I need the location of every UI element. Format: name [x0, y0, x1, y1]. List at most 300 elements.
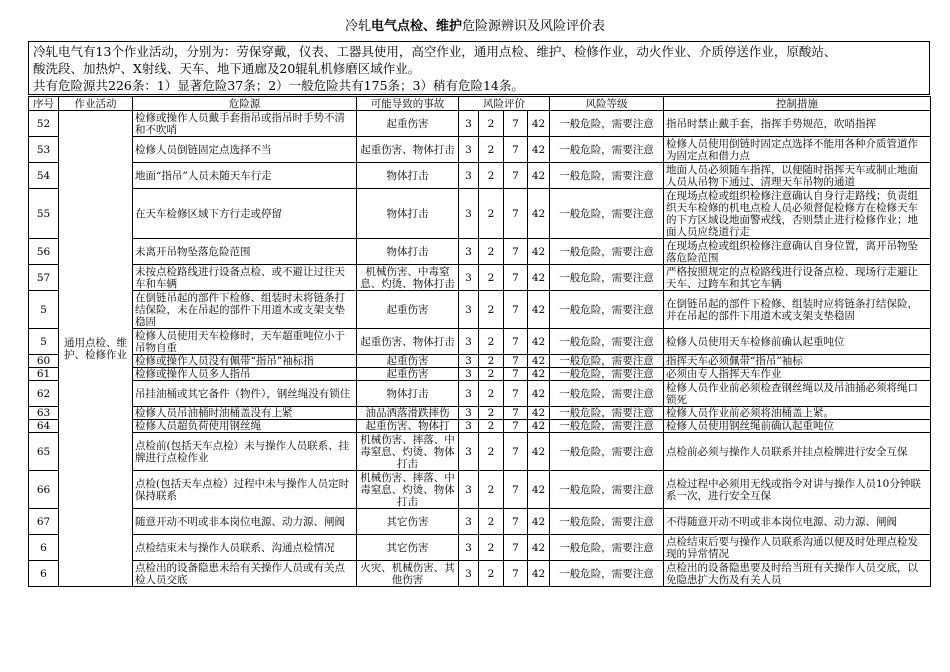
cell-l [459, 509, 479, 535]
cell-accident [357, 111, 459, 137]
cell-measure [664, 137, 931, 163]
cell-d-text: 42 [531, 143, 546, 156]
cell-hazard [133, 381, 357, 407]
header-risk-eval: 风险评价 [459, 97, 550, 111]
cell-measure-text: 必须由专人指挥天车作业 [666, 368, 782, 380]
header-measure: 控制措施 [664, 97, 931, 111]
cell-no [29, 509, 59, 535]
cell-measure [664, 239, 931, 265]
cell-d [528, 329, 550, 355]
cell-l-text: 3 [465, 355, 472, 367]
cell-l-text: 3 [465, 335, 472, 348]
cell-d-text: 42 [531, 368, 546, 380]
cell-e-text: 2 [487, 541, 495, 554]
cell-no-text: 53 [36, 143, 51, 156]
cell-d-text: 42 [531, 483, 546, 496]
cell-level [550, 189, 664, 239]
cell-hazard [133, 509, 357, 535]
cell-l-text: 3 [465, 483, 472, 496]
cell-e-text: 2 [487, 387, 495, 400]
cell-accident-text: 物体打击 [386, 387, 429, 400]
cell-level [550, 137, 664, 163]
cell-c-text: 7 [512, 117, 519, 130]
cell-hazard [133, 239, 357, 265]
cell-no-text: 67 [36, 515, 51, 528]
cell-no [29, 329, 59, 355]
cell-no-text: 60 [36, 355, 51, 367]
cell-hazard [133, 137, 357, 163]
cell-no-text: 57 [36, 271, 51, 284]
table-row [29, 509, 931, 535]
cell-c-text: 7 [512, 355, 519, 367]
cell-measure [664, 509, 931, 535]
cell-c-text: 7 [512, 143, 519, 156]
cell-level [550, 111, 664, 137]
cell-l-text: 3 [465, 368, 472, 380]
cell-e-text: 2 [487, 355, 495, 367]
cell-measure-text: 点检结束后要与操作人员联系沟通以便及时处理点检发现的异常情况 [666, 535, 918, 560]
cell-e [479, 433, 504, 471]
cell-e-text: 2 [487, 207, 495, 220]
cell-e-text: 2 [487, 169, 495, 182]
cell-d-text: 42 [531, 355, 546, 367]
cell-hazard-text: 吊挂油桶或其它备件（物件），钢丝绳没有锁住 [135, 387, 351, 400]
cell-hazard [133, 535, 357, 561]
cell-hazard [133, 368, 357, 381]
cell-d [528, 368, 550, 381]
cell-accident [357, 239, 459, 265]
cell-d [528, 420, 550, 433]
cell-l [459, 535, 479, 561]
cell-e [479, 291, 504, 329]
cell-d-text: 42 [531, 207, 546, 220]
cell-accident-text: 其它伤害 [386, 541, 429, 554]
cell-level [550, 368, 664, 381]
cell-e-text: 2 [487, 567, 495, 580]
cell-d [528, 471, 550, 509]
cell-measure-text: 在现场点检或组织检修注意确认自身行走路线；负责组织天车检修的机电点检人员必须督促检修方在检修天车的下方区域设地面警戒线，否则禁止进行检修作业；地面人员应绕道行走 [666, 189, 918, 238]
cell-l-text: 3 [465, 407, 472, 419]
cell-l-text: 3 [465, 515, 472, 528]
cell-l [459, 368, 479, 381]
cell-accident [357, 420, 459, 433]
cell-e [479, 561, 504, 587]
cell-level [550, 420, 664, 433]
cell-d [528, 291, 550, 329]
cell-c-text: 7 [512, 335, 519, 348]
cell-d-text: 42 [531, 567, 546, 580]
cell-hazard-text: 未离开吊物坠落危险范围 [135, 245, 251, 258]
cell-c-text: 7 [512, 407, 519, 419]
cell-accident-text: 起重伤害、物体打击 [360, 335, 455, 348]
page-title [0, 15, 950, 34]
cell-c-text: 7 [512, 169, 519, 182]
cell-c [504, 239, 528, 265]
cell-hazard-text: 点检出的设备隐患未给有关操作人员或有关点检人员交底 [135, 561, 345, 586]
cell-measure-text: 在倒链吊起的部件下检修、组装时应将链条打结保险，并在吊起的部件下用道木或支架支垫稳固 [666, 297, 918, 322]
header-accident: 可能导致的事故 [357, 97, 459, 111]
table-row [29, 471, 931, 509]
cell-c-text: 7 [512, 483, 519, 496]
cell-measure-text: 地面人员必须随车指挥，以便随时指挥天车或制止地面人员从吊物下通过、清理天车吊物的通道 [666, 163, 918, 188]
cell-c [504, 420, 528, 433]
cell-hazard [133, 163, 357, 189]
cell-l [459, 291, 479, 329]
cell-c [504, 407, 528, 420]
table-row [29, 561, 931, 587]
cell-level [550, 265, 664, 291]
table-row [29, 420, 931, 433]
cell-accident-text: 起重伤害、物体打击 [360, 143, 455, 156]
cell-accident [357, 381, 459, 407]
cell-level-text: 一般危险，需要注意 [559, 207, 654, 220]
cell-no-text: 65 [36, 445, 51, 458]
cell-measure-text: 检修人员使用倒链时固定点选择不能用各种介质管道作为固定点和借力点 [666, 137, 918, 162]
cell-e-text: 2 [487, 368, 495, 380]
cell-measure-text: 检修人员使用天车检修前确认起重吨位 [666, 335, 845, 348]
cell-l [459, 329, 479, 355]
cell-d [528, 535, 550, 561]
cell-l-text: 3 [465, 303, 472, 316]
cell-level-text: 一般危险，需要注意 [559, 355, 654, 367]
cell-measure [664, 163, 931, 189]
cell-hazard [133, 420, 357, 433]
cell-accident [357, 329, 459, 355]
table-row [29, 239, 931, 265]
cell-accident [357, 407, 459, 420]
cell-level [550, 239, 664, 265]
cell-c-text: 7 [512, 541, 519, 554]
cell-d [528, 407, 550, 420]
cell-c-text: 7 [512, 420, 519, 432]
cell-e [479, 381, 504, 407]
cell-measure [664, 407, 931, 420]
cell-measure-text: 点检出的设备隐患要及时给当班有关操作人员交底，以免隐患扩大伤及有关人员 [666, 561, 918, 586]
header-row [29, 97, 931, 111]
cell-level-text: 一般危险，需要注意 [559, 567, 654, 580]
cell-c-text: 7 [512, 445, 519, 458]
cell-e [479, 368, 504, 381]
cell-e [479, 509, 504, 535]
cell-l-text: 3 [465, 420, 472, 432]
cell-hazard-text: 在倒链吊起的部件下检修、组装时未将链条打结保险，未在吊起的部件下用道木或支架支垫稳固 [135, 291, 345, 328]
cell-no [29, 407, 59, 420]
cell-hazard-text: 检修人员使用天车检修时，天车超重吨位小于吊物自重 [135, 329, 345, 354]
summary-box [28, 41, 930, 95]
cell-l-text: 3 [465, 541, 472, 554]
cell-hazard [133, 265, 357, 291]
cell-no-text: 61 [36, 368, 51, 380]
cell-e [479, 239, 504, 265]
cell-d [528, 509, 550, 535]
cell-level-text: 一般危险，需要注意 [559, 368, 654, 380]
cell-e [479, 111, 504, 137]
cell-level-text: 一般危险，需要注意 [559, 483, 654, 496]
cell-l [459, 137, 479, 163]
cell-level [550, 433, 664, 471]
cell-measure [664, 355, 931, 368]
cell-d [528, 137, 550, 163]
cell-measure [664, 265, 931, 291]
cell-accident-text: 其它伤害 [386, 515, 429, 528]
cell-accident [357, 291, 459, 329]
cell-hazard-text: 检修或操作人员戴手套指吊或指吊时手势不清和不吹哨 [135, 111, 345, 136]
cell-measure [664, 471, 931, 509]
cell-accident-text: 火灾、机械伤害、其他伤害 [360, 561, 455, 586]
cell-c-text: 7 [512, 515, 519, 528]
cell-c-text: 7 [512, 245, 519, 258]
cell-c [504, 368, 528, 381]
cell-measure-text: 不得随意开动不明或非本岗位电源、动力源、闸阀 [666, 515, 897, 528]
table-row [29, 433, 931, 471]
cell-l-text: 3 [465, 245, 472, 258]
cell-level-text: 一般危险，需要注意 [559, 387, 654, 400]
cell-e [479, 355, 504, 368]
cell-d [528, 381, 550, 407]
table-row [29, 265, 931, 291]
cell-c [504, 163, 528, 189]
cell-e-text: 2 [487, 420, 495, 432]
table-row [29, 381, 931, 407]
cell-measure [664, 291, 931, 329]
cell-l [459, 355, 479, 368]
cell-level-text: 一般危险，需要注意 [559, 245, 654, 258]
cell-accident-text: 物体打击 [386, 245, 429, 258]
cell-level-text: 一般危险，需要注意 [559, 420, 654, 432]
cell-no [29, 265, 59, 291]
cell-c-text: 7 [512, 387, 519, 400]
header-activity: 作业活动 [59, 97, 133, 111]
cell-d-text: 42 [531, 335, 546, 348]
cell-c [504, 433, 528, 471]
cell-level [550, 561, 664, 587]
cell-hazard [133, 355, 357, 368]
cell-l [459, 561, 479, 587]
cell-no-text: 56 [36, 245, 51, 258]
header-risk-level: 风险等级 [550, 97, 664, 111]
cell-level [550, 535, 664, 561]
table-row [29, 291, 931, 329]
cell-accident-text: 机械伤害、中毒窒息、灼烫、物体打击 [360, 265, 455, 290]
cell-l [459, 420, 479, 433]
cell-no-text: 62 [36, 387, 51, 400]
cell-hazard-text: 检修或操作人员没有佩带“指吊”袖标指 [135, 355, 314, 367]
cell-accident [357, 189, 459, 239]
cell-hazard-text: 在天车检修区域下方行走或停留 [135, 207, 282, 220]
cell-no-text: 5 [40, 303, 47, 316]
cell-no [29, 433, 59, 471]
cell-level [550, 407, 664, 420]
cell-d [528, 355, 550, 368]
cell-d [528, 265, 550, 291]
cell-c-text: 7 [512, 207, 519, 220]
cell-measure [664, 561, 931, 587]
cell-c-text: 7 [512, 303, 519, 316]
cell-l [459, 471, 479, 509]
cell-no-text: 66 [36, 483, 51, 496]
cell-hazard-text: 检修人员倒链固定点选择不当 [135, 143, 272, 156]
cell-measure-text: 严格按照规定的点检路线进行设备点检、现场行走避让天车、过跨车和其它车辆 [666, 265, 918, 290]
table-row [29, 407, 931, 420]
cell-level [550, 329, 664, 355]
cell-d-text: 42 [531, 245, 546, 258]
cell-level-text: 一般危险，需要注意 [559, 143, 654, 156]
cell-no [29, 381, 59, 407]
cell-d-text: 42 [531, 515, 546, 528]
table-row [29, 535, 931, 561]
cell-c-text: 7 [512, 368, 519, 380]
cell-measure-text: 检修人员作业前必须将油桶盖上紧。 [666, 407, 834, 419]
cell-d-text: 42 [531, 407, 546, 419]
cell-c [504, 265, 528, 291]
cell-l-text: 3 [465, 567, 472, 580]
cell-measure [664, 420, 931, 433]
table-row [29, 189, 931, 239]
cell-l [459, 239, 479, 265]
cell-l-text: 3 [465, 143, 472, 156]
cell-d [528, 189, 550, 239]
title-part-3: 危险源辨识及风险评价表 [462, 19, 606, 34]
cell-c [504, 291, 528, 329]
cell-accident [357, 471, 459, 509]
cell-hazard [133, 291, 357, 329]
cell-level-text: 一般危险，需要注意 [559, 407, 654, 419]
cell-d-text: 42 [531, 271, 546, 284]
cell-measure [664, 535, 931, 561]
cell-no [29, 561, 59, 587]
cell-accident [357, 163, 459, 189]
cell-c-text: 7 [512, 271, 519, 284]
cell-c [504, 509, 528, 535]
cell-no [29, 368, 59, 381]
cell-level-text: 一般危险，需要注意 [559, 541, 654, 554]
cell-d-text: 42 [531, 420, 546, 432]
cell-l-text: 3 [465, 207, 472, 220]
cell-hazard-text: 地面“指吊”人员未随天车行走 [135, 169, 272, 182]
cell-no-text: 6 [40, 541, 47, 554]
cell-accident-text: 起重伤害 [386, 117, 429, 130]
cell-accident-text: 机械伤害、摔落、中毒窒息、灼烫、物体打击 [360, 433, 455, 470]
cell-e-text: 2 [487, 117, 495, 130]
cell-hazard [133, 329, 357, 355]
cell-c [504, 535, 528, 561]
cell-accident [357, 137, 459, 163]
cell-accident [357, 535, 459, 561]
cell-hazard-text: 未按点检路线进行设备点检、或不避让过往天车和车辆 [135, 265, 345, 290]
cell-measure-text: 检修人员使用钢丝绳前确认起重吨位 [666, 420, 834, 432]
cell-hazard-text: 随意开动不明或非本岗位电源、动力源、闸阀 [135, 515, 345, 528]
cell-hazard [133, 471, 357, 509]
cell-c [504, 189, 528, 239]
cell-e [479, 163, 504, 189]
header-no: 序号 [29, 97, 59, 111]
cell-hazard-text: 点检结束未与操作人员联系、沟通点检情况 [135, 541, 335, 554]
cell-c [504, 471, 528, 509]
cell-measure-text: 指挥天车必须佩带“指吊”袖标 [666, 355, 803, 367]
cell-l [459, 163, 479, 189]
cell-l-text: 3 [465, 387, 472, 400]
risk-table [28, 96, 931, 587]
cell-c [504, 111, 528, 137]
cell-hazard [133, 407, 357, 420]
cell-l [459, 433, 479, 471]
cell-level-text: 一般危险，需要注意 [559, 117, 654, 130]
cell-no [29, 535, 59, 561]
cell-accident-text: 起重伤害 [386, 368, 429, 380]
table-row [29, 368, 931, 381]
header-hazard: 危险源 [133, 97, 357, 111]
cell-accident [357, 509, 459, 535]
cell-d [528, 111, 550, 137]
cell-level-text: 一般危险，需要注意 [559, 515, 654, 528]
cell-no [29, 355, 59, 368]
cell-e-text: 2 [487, 483, 495, 496]
cell-level-text: 一般危险，需要注意 [559, 303, 654, 316]
cell-e [479, 329, 504, 355]
cell-no-text: 63 [36, 407, 51, 419]
cell-d-text: 42 [531, 117, 546, 130]
cell-no-text: 54 [36, 169, 51, 182]
cell-l [459, 111, 479, 137]
cell-measure-text: 在现场点检或组织检修注意确认自身位置，离开吊物坠落危险范围 [666, 239, 918, 264]
cell-l-text: 3 [465, 445, 472, 458]
cell-d [528, 433, 550, 471]
cell-l [459, 407, 479, 420]
cell-hazard [133, 433, 357, 471]
summary-line-3: 共有危险源共226条：1）显著危险37条；2）一般危险共有175条；3）稍有危险14条。 [33, 78, 524, 93]
cell-measure [664, 381, 931, 407]
cell-level [550, 355, 664, 368]
cell-d [528, 163, 550, 189]
cell-no [29, 189, 59, 239]
table-row [29, 355, 931, 368]
cell-measure [664, 433, 931, 471]
cell-measure [664, 329, 931, 355]
cell-c-text: 7 [512, 567, 519, 580]
cell-measure-text: 指吊时禁止戴手套，指挥手势规范，吹哨指挥 [666, 117, 876, 130]
cell-accident-text: 起重伤害、物体打 [365, 420, 450, 432]
cell-accident [357, 433, 459, 471]
cell-accident-text: 油品洒落滑跌摔伤 [365, 407, 450, 419]
cell-measure [664, 368, 931, 381]
cell-c [504, 329, 528, 355]
cell-e-text: 2 [487, 335, 495, 348]
cell-d-text: 42 [531, 541, 546, 554]
cell-no [29, 471, 59, 509]
cell-c [504, 561, 528, 587]
title-part-1: 冷轧 [344, 19, 371, 34]
cell-accident-text: 机械伤害、摔落、中毒窒息、灼烫、物体打击 [360, 471, 455, 508]
cell-e [479, 265, 504, 291]
cell-e [479, 535, 504, 561]
cell-level [550, 381, 664, 407]
cell-e [479, 189, 504, 239]
cell-no-text: 5 [40, 335, 47, 348]
cell-level-text: 一般危险，需要注意 [559, 335, 654, 348]
cell-e-text: 2 [487, 245, 495, 258]
cell-level [550, 291, 664, 329]
cell-c [504, 381, 528, 407]
cell-level-text: 一般危险，需要注意 [559, 445, 654, 458]
cell-e [479, 407, 504, 420]
cell-activity: 通用点检、维护、检修作业 [59, 111, 133, 587]
table-row [29, 163, 931, 189]
cell-measure-text: 点检过程中必须用无线或指令对讲与操作人员10分钟联系一次，进行安全互保 [666, 477, 921, 502]
cell-e [479, 471, 504, 509]
cell-measure [664, 189, 931, 239]
cell-d [528, 561, 550, 587]
cell-hazard [133, 111, 357, 137]
